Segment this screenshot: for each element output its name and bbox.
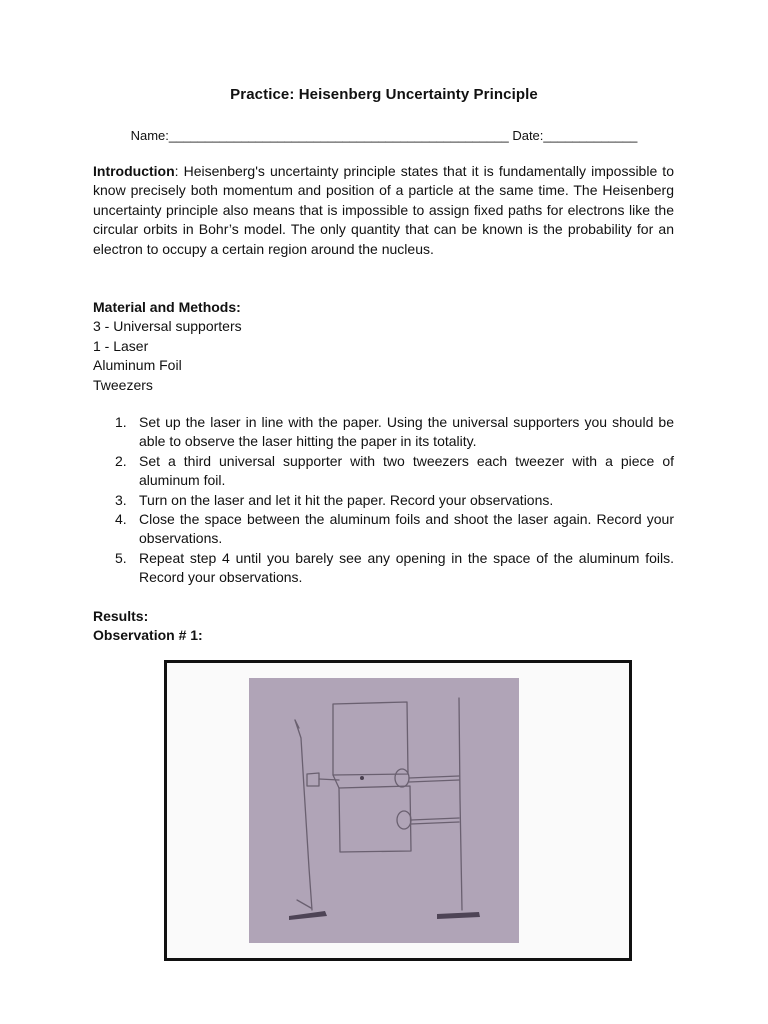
- materials-heading: Material and Methods:: [93, 299, 241, 315]
- method-step: [93, 491, 674, 510]
- material-item: 1 - Laser: [93, 337, 149, 354]
- method-step: [93, 549, 674, 588]
- step-number: 3.: [115, 491, 127, 508]
- method-step: [93, 510, 674, 549]
- introduction-label: Introduction: [93, 163, 175, 179]
- step-text: Close the space between the aluminum foils and shoot the laser again. Record your observations.: [139, 511, 674, 547]
- material-item: Aluminum Foil: [93, 357, 182, 374]
- introduction-paragraph: [93, 162, 674, 259]
- results-heading: Results:: [93, 608, 149, 624]
- step-text: Set a third universal supporter with two tweezers each tweezer with a piece of aluminum foil.: [139, 452, 674, 489]
- method-step: [93, 413, 674, 452]
- laser-dot: [360, 776, 364, 780]
- method-step: [93, 452, 674, 491]
- observation-label: Observation # 1:: [93, 627, 203, 644]
- material-item: Tweezers: [93, 376, 153, 393]
- method-steps-list: [93, 413, 674, 588]
- step-text: Repeat step 4 until you barely see any opening in the space of the aluminum foils. Record your observations.: [139, 549, 674, 586]
- pencil-sketch-drawing: [249, 678, 519, 943]
- step-text: Set up the laser in line with the paper. Using the universal supporters you should be able to observe the laser hitting the paper in its totality.: [139, 414, 674, 450]
- observation-photo-frame: [164, 660, 632, 961]
- name-date-line: Name:_______________________________________________ Date:_____________: [130, 128, 638, 143]
- right-stand-base: [437, 912, 480, 919]
- materials-section: [93, 298, 674, 395]
- introduction-text: : Heisenberg's uncertainty principle states that it is fundamentally impossible to know precisely both momentum and position of a particle at the same time. The Heisenberg uncertainty principle also means that is impossible to assign fixed paths for electrons like the circular orbits in Bohr’s model. The only quantity that can be known is the probability for an electron to occupy a certain region around the nucleus.: [93, 163, 674, 257]
- step-number: 1.: [115, 414, 127, 430]
- step-number: 4.: [115, 511, 127, 528]
- observation-sketch-photo: [249, 678, 519, 943]
- step-number: 5.: [115, 549, 127, 566]
- step-number: 2.: [115, 452, 127, 469]
- results-section: [93, 607, 674, 646]
- page-title: Practice: Heisenberg Uncertainty Principle: [230, 86, 538, 103]
- material-item: 3 - Universal supporters: [93, 318, 242, 335]
- left-stand-base: [289, 911, 327, 920]
- step-text: Turn on the laser and let it hit the paper. Record your observations.: [139, 491, 554, 508]
